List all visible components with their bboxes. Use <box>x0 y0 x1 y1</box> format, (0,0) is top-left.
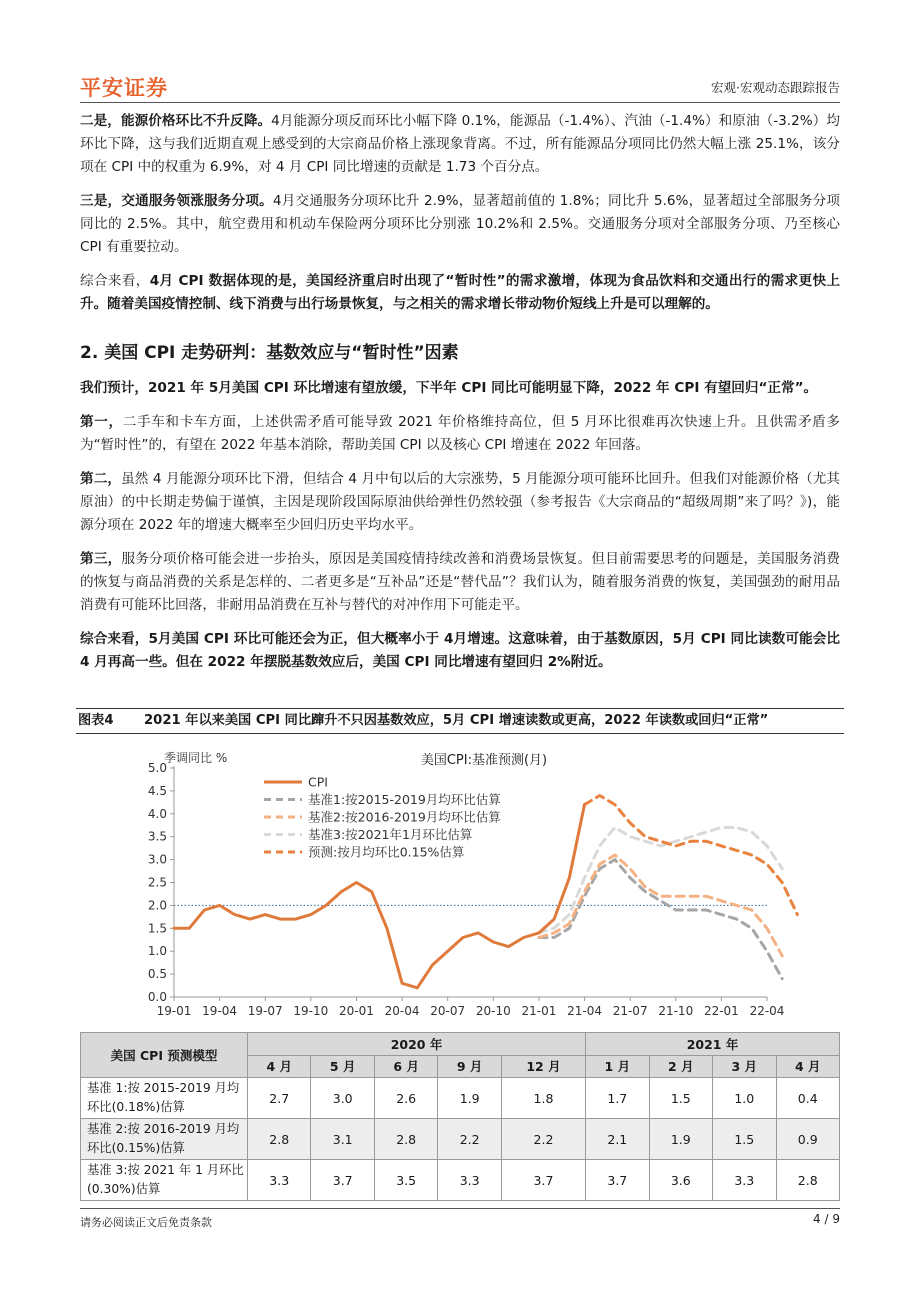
month-header: 6 月 <box>374 1055 437 1078</box>
table-cell: 0.4 <box>776 1078 840 1119</box>
table-cell: 0.9 <box>776 1119 840 1160</box>
y-tick-label: 0.5 <box>147 967 167 982</box>
company-logo: 平安证券 <box>80 76 168 100</box>
x-tick-label: 20-10 <box>475 1004 511 1018</box>
month-header: 4 月 <box>248 1055 311 1078</box>
x-tick-label: 21-01 <box>521 1004 557 1018</box>
row-label: 基准 3:按 2021 年 1 月环比(0.30%)估算 <box>81 1160 248 1201</box>
para-text: 虽然 4 月能源分项环比下滑，但结合 4 月中旬以后的大宗涨势，5 月能源分项可能环比回升。但我们对能源价格（尤其原油）的中长期走势偏于谨慎，主因是现阶段国际原油供给弹性仍然较强（参考报告《大宗商品的“超级周期”来了吗？》)，能源分项在 2022 年的增速大概率至少回归历史平均水平。 <box>80 471 840 533</box>
paragraph-second <box>80 468 840 537</box>
year-header-2020: 2020 年 <box>248 1033 586 1056</box>
figure-title: 2021 年以来美国 CPI 同比蹿升不只因基数效应，5月 CPI 增速读数或更高，2022 年读数或回归“正常” <box>144 713 769 728</box>
chart-title: 美国CPI:基准预测(月) <box>420 753 548 768</box>
paragraph-summary-2 <box>80 628 840 674</box>
page-number: 4 / 9 <box>813 1212 840 1226</box>
x-tick-label: 20-01 <box>339 1004 374 1018</box>
forecast-table <box>80 1032 840 1201</box>
table-cell: 3.6 <box>649 1160 712 1201</box>
table-cell: 3.5 <box>374 1160 437 1201</box>
y-tick-label: 2.0 <box>147 898 167 913</box>
table-cell: 1.7 <box>586 1078 649 1119</box>
row-label: 基准 2:按 2016-2019 月均环比(0.15%)估算 <box>81 1119 248 1160</box>
row-label: 基准 1:按 2015-2019 月均环比(0.18%)估算 <box>81 1078 248 1119</box>
header-divider <box>80 102 840 103</box>
cpi-line-chart <box>147 742 810 1024</box>
y-tick-label: 1.5 <box>147 921 167 936</box>
paragraph-transport <box>80 190 840 259</box>
y-tick-label: 4.0 <box>147 806 167 821</box>
figure-label: 图表4 <box>78 713 114 728</box>
y-tick-label: 0.0 <box>147 990 167 1004</box>
table-cell: 1.0 <box>713 1078 776 1119</box>
y-tick-label: 4.5 <box>147 783 167 798</box>
x-tick-label: 20-04 <box>384 1004 420 1018</box>
table-cell: 1.5 <box>649 1078 712 1119</box>
table-cell: 3.7 <box>586 1160 649 1201</box>
year-header-2021: 2021 年 <box>586 1033 840 1056</box>
footer-divider <box>80 1208 840 1209</box>
month-header: 5 月 <box>311 1055 374 1078</box>
table-cell: 2.7 <box>248 1078 311 1119</box>
legend-label: CPI <box>308 774 328 790</box>
para-bold: 4月 CPI 数据体现的是，美国经济重启时出现了“暂时性”的需求激增，体现为食品饮料和交通出行的需求更快上升。随着美国疫情控制、线下消费与出行场景恢复，与之相关的需求增长带动物价短线上升是可以理解的。 <box>80 273 840 312</box>
paragraph-summary-1 <box>80 270 840 316</box>
table-cell: 1.8 <box>501 1078 585 1119</box>
para-text: 服务分项价格可能会进一步抬头，原因是美国疫情持续改善和消费场景恢复。但目前需要思考的问题是，美国服务消费的恢复与商品消费的关系是怎样的、二者更多是“互补品”还是“替代品”？我们认为，随着服务消费的恢复，美国强劲的耐用品消费有可能环比回落，非耐用品消费在互补与替代的对冲作用下可能走平。 <box>80 551 840 613</box>
para-lead: 三是，交通服务领涨服务分项。 <box>80 193 273 209</box>
table-cell: 1.9 <box>649 1119 712 1160</box>
page-header <box>80 68 840 104</box>
x-tick-label: 22-01 <box>703 1004 739 1018</box>
table-cell: 3.1 <box>311 1119 374 1160</box>
paragraph-first <box>80 411 840 457</box>
x-tick-label: 20-07 <box>430 1004 466 1018</box>
paragraph-forecast <box>80 377 840 400</box>
report-type: 宏观·宏观动态跟踪报告 <box>711 80 840 95</box>
table-cell: 3.7 <box>311 1160 374 1201</box>
model-header: 美国 CPI 预测模型 <box>81 1033 248 1078</box>
x-tick-label: 19-01 <box>156 1004 192 1018</box>
table-cell: 2.1 <box>586 1119 649 1160</box>
para-bold: 综合来看，5月美国 CPI 环比可能还会为正，但大概率小于 4月增速。这意味着，由于基数原因，5月 CPI 同比读数可能会比 4 月再高一些。但在 2022 年摆脱基数效应后，美国 CPI 同比增速有望回归 2%附近。 <box>80 631 840 670</box>
legend-label: 基准1:按2015-2019月均环比估算 <box>308 792 501 807</box>
paragraph-third <box>80 548 840 617</box>
para-lead: 第三， <box>80 551 122 567</box>
table-cell: 3.3 <box>438 1160 501 1201</box>
table-cell: 2.6 <box>374 1078 437 1119</box>
x-tick-label: 22-04 <box>749 1004 785 1018</box>
y-tick-label: 2.5 <box>147 875 167 890</box>
section-title: 2. 美国 CPI 走势研判：基数效应与“暂时性”因素 <box>80 343 459 363</box>
table-cell: 3.7 <box>501 1160 585 1201</box>
table-cell: 3.3 <box>713 1160 776 1201</box>
para-lead: 二是，能源价格环比不升反降。 <box>80 113 272 129</box>
x-tick-label: 21-10 <box>658 1004 694 1018</box>
table-row <box>81 1078 840 1119</box>
y-tick-label: 1.0 <box>147 944 167 959</box>
chart-ylabel: 季调同比 % <box>164 751 228 765</box>
legend-label: 预测:按月均环比0.15%估算 <box>308 844 465 860</box>
table-cell: 1.9 <box>438 1078 501 1119</box>
month-header: 3 月 <box>713 1055 776 1078</box>
paragraph-energy <box>80 110 840 179</box>
x-tick-label: 19-04 <box>202 1004 238 1018</box>
figure-caption <box>76 708 844 734</box>
table-cell: 3.0 <box>311 1078 374 1119</box>
y-tick-label: 3.0 <box>147 852 167 867</box>
series-line-1 <box>539 860 782 979</box>
para-text: 4月交通服务分项环比升 2.9%，显著超前值的 1.8%；同比升 5.6%，显著超过全部服务分项同比的 2.5%。其中，航空费用和机动车保险两分项环比分别涨 10.2%和 2.5%。交通服务分项对全部服务分项、乃至核心 CPI 有重要拉动。 <box>80 193 841 255</box>
month-header: 2 月 <box>649 1055 712 1078</box>
table-row <box>81 1119 840 1160</box>
x-tick-label: 21-07 <box>612 1004 648 1018</box>
para-bold: 我们预计，2021 年 5月美国 CPI 环比增速有望放缓，下半年 CPI 同比可能明显下降，2022 年 CPI 有望回归“正常”。 <box>80 380 818 396</box>
x-tick-label: 19-10 <box>293 1004 329 1018</box>
x-tick-label: 19-07 <box>247 1004 283 1018</box>
para-lead: 第一， <box>80 414 123 430</box>
table-row <box>81 1160 840 1201</box>
table-cell: 2.8 <box>248 1119 311 1160</box>
month-header: 12 月 <box>501 1055 585 1078</box>
month-header: 1 月 <box>586 1055 649 1078</box>
footer-disclaimer: 请务必阅读正文后免责条款 <box>80 1216 212 1229</box>
table-cell: 3.3 <box>248 1160 311 1201</box>
para-lead: 第二， <box>80 471 122 487</box>
y-tick-label: 5.0 <box>147 761 167 775</box>
body-text <box>80 110 840 685</box>
para-text: 二手车和卡车方面，上述供需矛盾可能导致 2021 年价格维持高位，但 5 月环比很难再次快速上升。且供需矛盾多为“暂时性”的，有望在 2022 年基本消除，帮助美国 CPI 以及核心 CPI 增速在 2022 年回落。 <box>80 414 841 453</box>
x-tick-label: 21-04 <box>567 1004 602 1018</box>
table-cell: 2.2 <box>438 1119 501 1160</box>
para-lead: 综合来看， <box>80 273 150 289</box>
para-text: 4月能源分项反而环比小幅下降 0.1%，能源品（-1.4%）、汽油（-1.4%）和原油（-3.2%）均环比下降，这与我们近期直观上感受到的大宗商品价格上涨现象背离。不过，所有能源品分项同比仍然大幅上涨 25.1%，该分项在 CPI 中的权重为 6.9%，对 4 月 CPI 同比增速的贡献是 1.73 个百分点。 <box>80 113 840 175</box>
month-header: 4 月 <box>776 1055 840 1078</box>
legend-label: 基准3:按2021年1月环比估算 <box>308 827 473 842</box>
table-cell: 2.2 <box>501 1119 585 1160</box>
legend-label: 基准2:按2016-2019月均环比估算 <box>308 809 501 825</box>
table-cell: 2.8 <box>776 1160 840 1201</box>
table-cell: 2.8 <box>374 1119 437 1160</box>
month-header: 9 月 <box>438 1055 501 1078</box>
y-tick-label: 3.5 <box>147 829 167 844</box>
table-cell: 1.5 <box>713 1119 776 1160</box>
